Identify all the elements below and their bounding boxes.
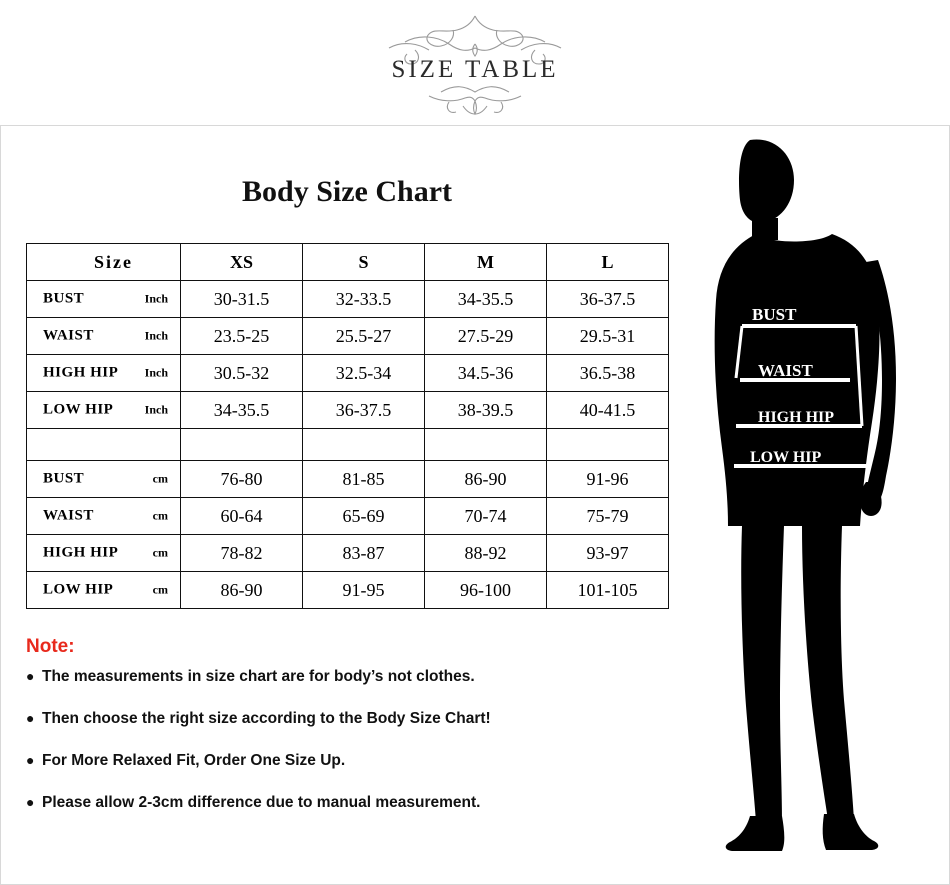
cell-bust-cm-s: 81-85: [303, 461, 425, 498]
table-row: [27, 355, 669, 392]
table-row: [27, 281, 669, 318]
cell-waist-cm-l: 75-79: [547, 498, 669, 535]
row-name: LOW HIP: [43, 581, 114, 598]
table-row: [27, 535, 669, 572]
row-label-high-hip-inch: [27, 355, 181, 392]
body-silhouette-figure: [690, 130, 940, 870]
row-unit: cm: [152, 508, 168, 523]
row-label-low-hip-inch: [27, 392, 181, 429]
cell-high-hip-inch-m: 34.5-36: [425, 355, 547, 392]
cell-waist-inch-l: 29.5-31: [547, 318, 669, 355]
cell-low-hip-cm-l: 101-105: [547, 572, 669, 609]
note-text: For More Relaxed Fit, Order One Size Up.: [42, 752, 346, 769]
row-unit: Inch: [144, 328, 168, 343]
row-unit: Inch: [144, 365, 168, 380]
cell-bust-inch-xs: 30-31.5: [181, 281, 303, 318]
row-name: HIGH HIP: [43, 544, 119, 561]
row-unit: cm: [152, 471, 168, 486]
cell-waist-inch-s: 25.5-27: [303, 318, 425, 355]
note-item: [26, 794, 686, 812]
cell-high-hip-inch-l: 36.5-38: [547, 355, 669, 392]
table-header-row: [27, 244, 669, 281]
table-row: [27, 318, 669, 355]
cell-low-hip-inch-l: 40-41.5: [547, 392, 669, 429]
row-label-high-hip-cm: [27, 535, 181, 572]
cell-high-hip-cm-l: 93-97: [547, 535, 669, 572]
cell-bust-cm-l: 91-96: [547, 461, 669, 498]
row-label-waist-inch: [27, 318, 181, 355]
header-cell-size: Size: [27, 244, 181, 281]
cell-high-hip-cm-xs: 78-82: [181, 535, 303, 572]
note-item: [26, 710, 686, 728]
spacer-cell: [547, 429, 669, 461]
frame-left-border: [0, 125, 1, 885]
cell-low-hip-cm-s: 91-95: [303, 572, 425, 609]
spacer-cell: [425, 429, 547, 461]
cell-waist-cm-m: 70-74: [425, 498, 547, 535]
cell-waist-inch-xs: 23.5-25: [181, 318, 303, 355]
row-label-low-hip-cm: [27, 572, 181, 609]
bullet-icon: ●: [26, 794, 35, 810]
cell-high-hip-inch-xs: 30.5-32: [181, 355, 303, 392]
cell-waist-inch-m: 27.5-29: [425, 318, 547, 355]
spacer-cell: [181, 429, 303, 461]
cell-high-hip-cm-m: 88-92: [425, 535, 547, 572]
notes-section: [26, 636, 686, 836]
size-chart-table: [26, 243, 669, 609]
row-name: BUST: [43, 290, 85, 307]
cell-high-hip-cm-s: 83-87: [303, 535, 425, 572]
row-name: BUST: [43, 470, 85, 487]
note-item: [26, 668, 686, 686]
spacer-cell: [303, 429, 425, 461]
body-size-chart-title: Body Size Chart: [242, 175, 452, 208]
table-row: [27, 498, 669, 535]
cell-bust-inch-s: 32-33.5: [303, 281, 425, 318]
page-title: SIZE TABLE: [391, 56, 559, 83]
note-text: Then choose the right size according to the Body Size Chart!: [42, 710, 491, 727]
row-label-bust-inch: [27, 281, 181, 318]
cell-low-hip-inch-m: 38-39.5: [425, 392, 547, 429]
note-item: [26, 752, 686, 770]
cell-bust-cm-xs: 76-80: [181, 461, 303, 498]
female-silhouette-icon: [690, 130, 940, 870]
cell-bust-inch-m: 34-35.5: [425, 281, 547, 318]
note-text: Please allow 2-3cm difference due to manual measurement.: [42, 794, 481, 811]
cell-low-hip-cm-m: 96-100: [425, 572, 547, 609]
figure-label-high-hip: HIGH HIP: [758, 409, 835, 426]
bullet-icon: ●: [26, 752, 35, 768]
cell-bust-inch-l: 36-37.5: [547, 281, 669, 318]
notes-heading: Note:: [26, 636, 75, 657]
figure-label-bust: BUST: [752, 305, 797, 324]
cell-waist-cm-xs: 60-64: [181, 498, 303, 535]
row-name: WAIST: [43, 507, 94, 524]
row-name: LOW HIP: [43, 401, 114, 418]
page-header: [0, 0, 950, 125]
header-cell-xs: XS: [181, 244, 303, 281]
row-unit: Inch: [144, 291, 168, 306]
spacer-cell: [27, 429, 181, 461]
bullet-icon: ●: [26, 668, 35, 684]
header-cell-l: L: [547, 244, 669, 281]
figure-label-low-hip: LOW HIP: [750, 449, 822, 466]
row-name: HIGH HIP: [43, 364, 119, 381]
header-cell-s: S: [303, 244, 425, 281]
header-cell-m: M: [425, 244, 547, 281]
cell-high-hip-inch-s: 32.5-34: [303, 355, 425, 392]
table-row: [27, 461, 669, 498]
table-row: [27, 572, 669, 609]
row-label-bust-cm: [27, 461, 181, 498]
figure-label-waist: WAIST: [758, 361, 813, 380]
note-text: The measurements in size chart are for body’s not clothes.: [42, 668, 475, 685]
bullet-icon: ●: [26, 710, 35, 726]
table-spacer-row: [27, 429, 669, 461]
cell-low-hip-cm-xs: 86-90: [181, 572, 303, 609]
row-unit: Inch: [144, 402, 168, 417]
cell-bust-cm-m: 86-90: [425, 461, 547, 498]
cell-waist-cm-s: 65-69: [303, 498, 425, 535]
row-unit: cm: [152, 545, 168, 560]
row-unit: cm: [152, 582, 168, 597]
cell-low-hip-inch-xs: 34-35.5: [181, 392, 303, 429]
cell-low-hip-inch-s: 36-37.5: [303, 392, 425, 429]
row-label-waist-cm: [27, 498, 181, 535]
row-name: WAIST: [43, 327, 94, 344]
table-row: [27, 392, 669, 429]
